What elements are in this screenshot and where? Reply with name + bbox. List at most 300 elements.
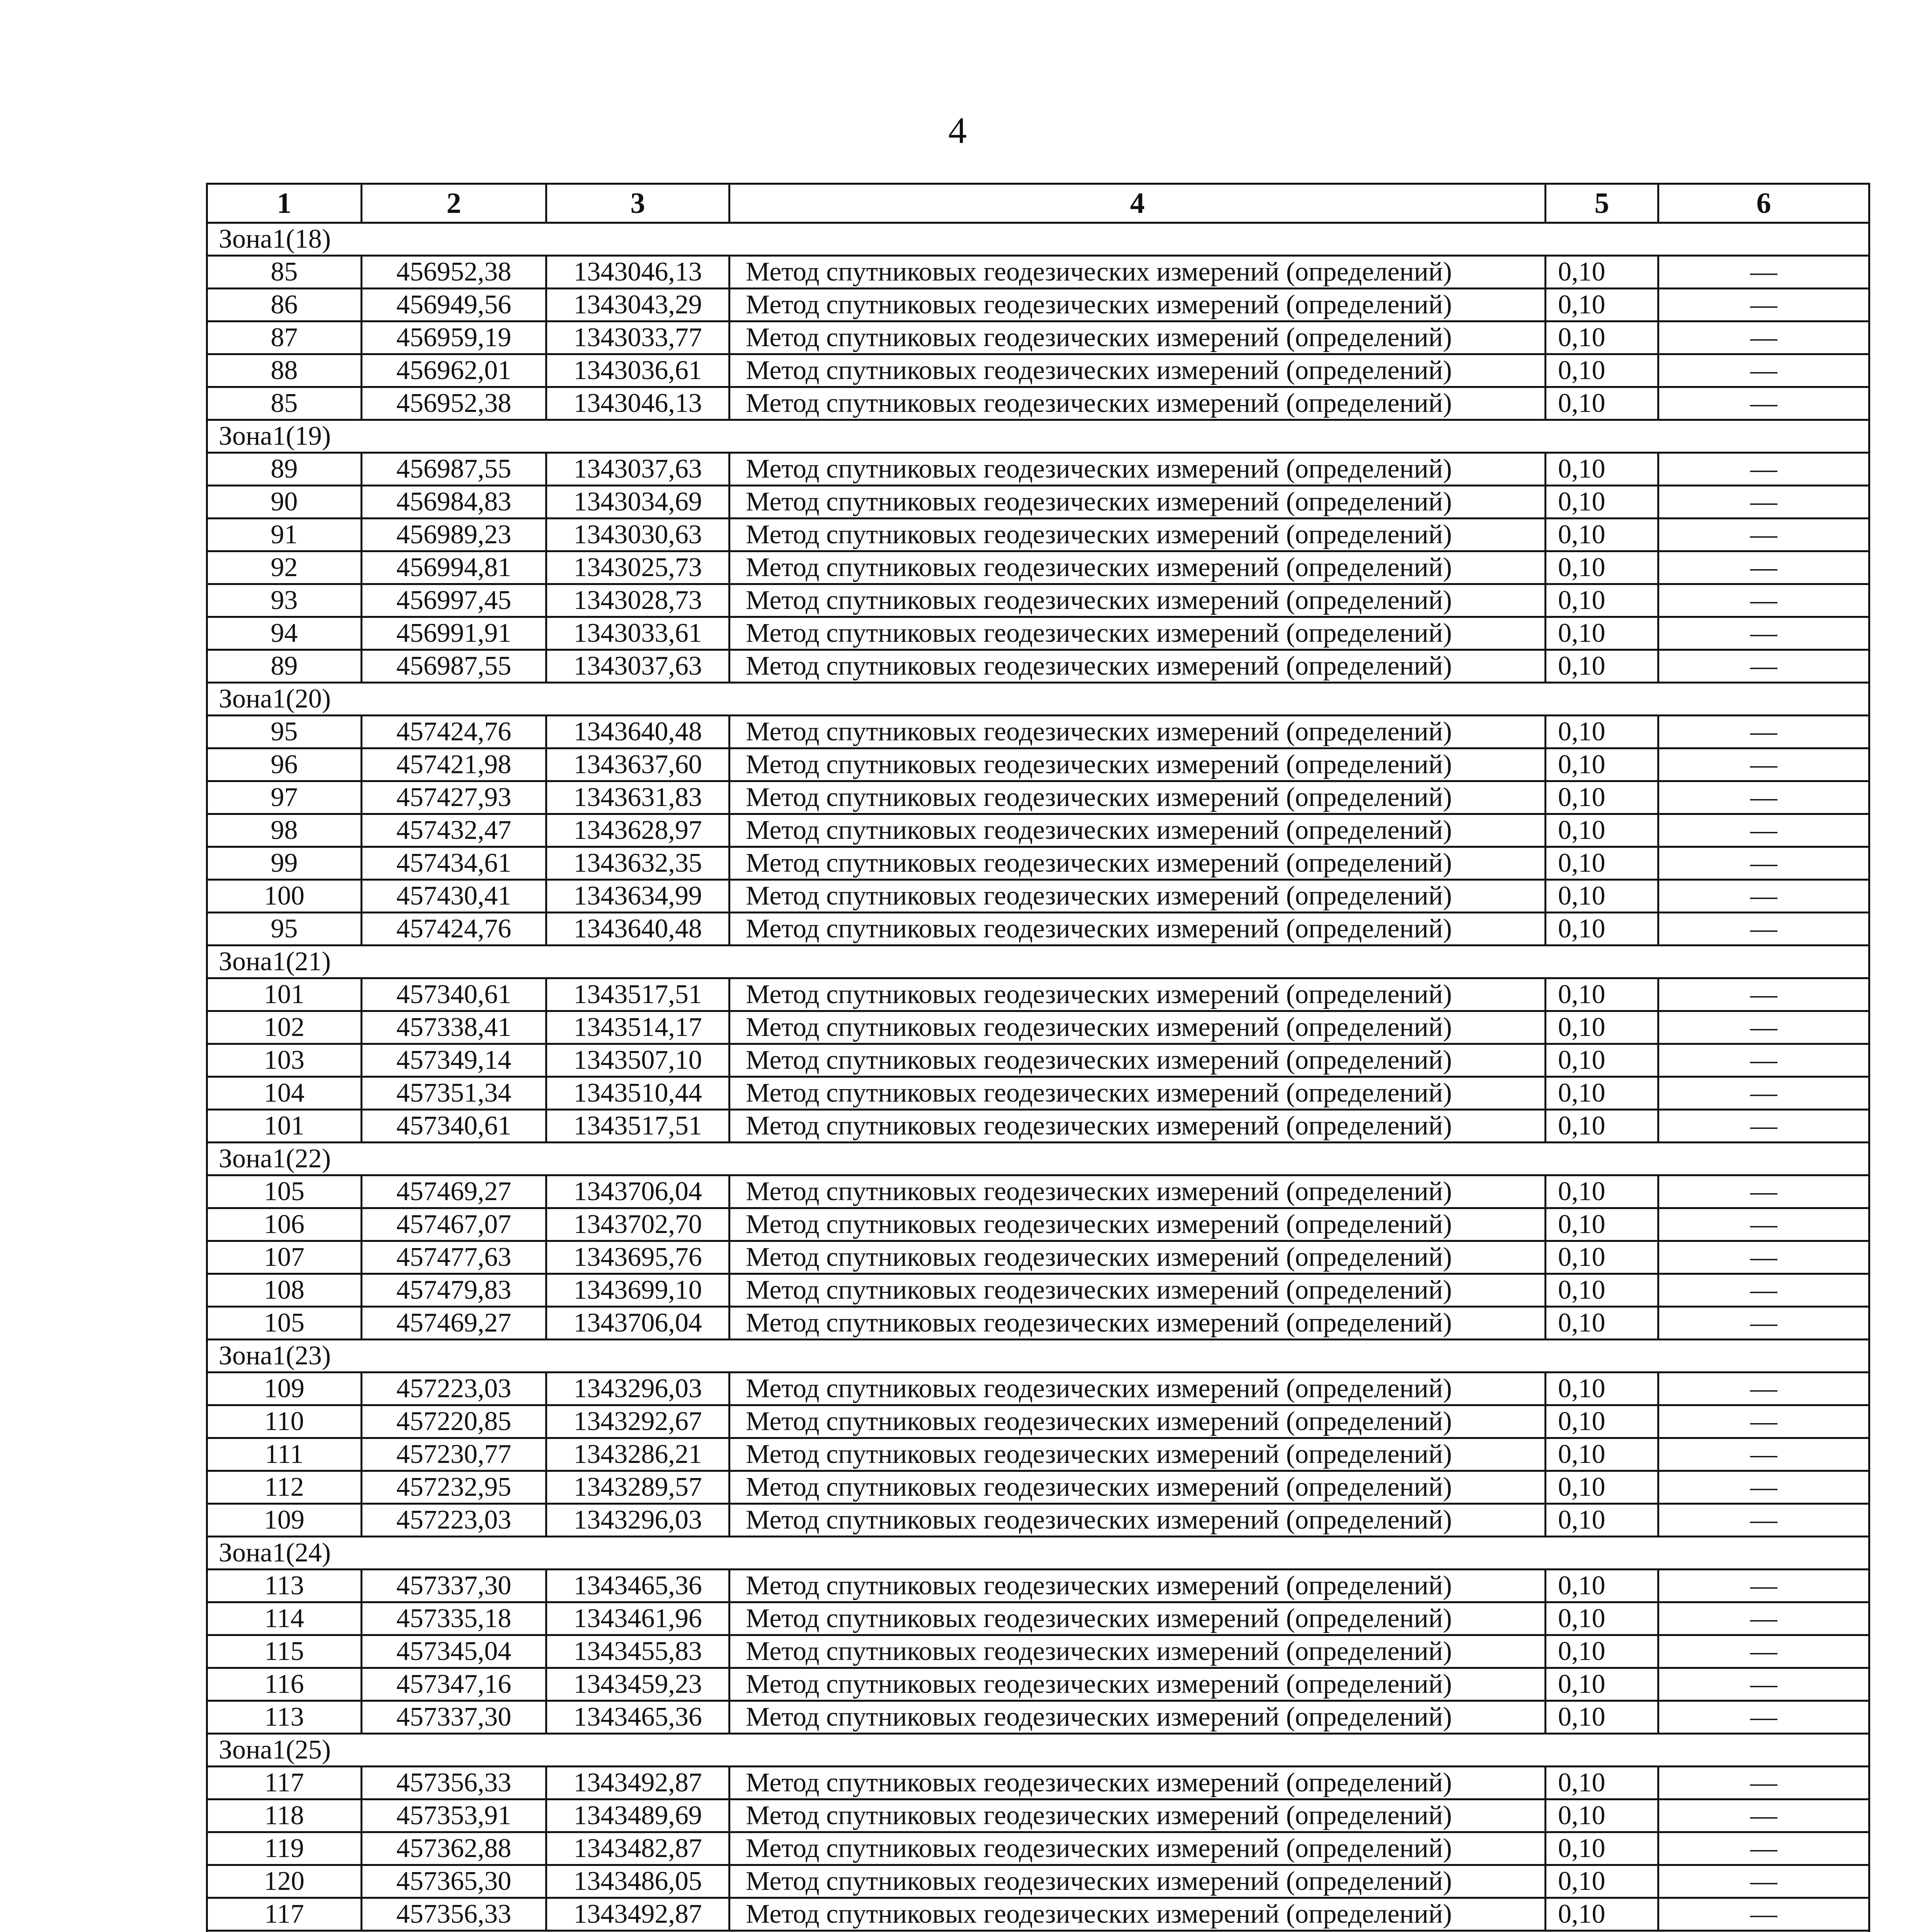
accuracy-cell: 0,10 bbox=[1546, 1898, 1658, 1931]
accuracy-cell: 0,10 bbox=[1546, 1274, 1658, 1307]
x-coordinate: 457337,30 bbox=[362, 1570, 546, 1602]
note-cell: — bbox=[1658, 617, 1869, 650]
x-coordinate: 456952,38 bbox=[362, 256, 546, 289]
method-cell: Метод спутниковых геодезических измерений (определений) bbox=[730, 913, 1546, 946]
note-cell: — bbox=[1658, 1405, 1869, 1438]
x-coordinate: 457232,95 bbox=[362, 1471, 546, 1504]
note-cell: — bbox=[1658, 1274, 1869, 1307]
x-coordinate: 457220,85 bbox=[362, 1405, 546, 1438]
y-coordinate: 1343706,04 bbox=[546, 1175, 730, 1208]
table-row bbox=[207, 289, 1869, 321]
accuracy-cell: 0,10 bbox=[1546, 584, 1658, 617]
zone-row bbox=[207, 946, 1869, 978]
x-coordinate: 456952,38 bbox=[362, 387, 546, 420]
method-cell: Метод спутниковых геодезических измерений (определений) bbox=[730, 1405, 1546, 1438]
y-coordinate: 1343033,61 bbox=[546, 617, 730, 650]
method-cell: Метод спутниковых геодезических измерений (определений) bbox=[730, 1044, 1546, 1077]
note-cell: — bbox=[1658, 913, 1869, 946]
zone-label: Зона1(22) bbox=[207, 1143, 1869, 1175]
table-row bbox=[207, 1799, 1869, 1832]
x-coordinate: 456949,56 bbox=[362, 289, 546, 321]
accuracy-cell: 0,10 bbox=[1546, 1307, 1658, 1340]
table-row bbox=[207, 453, 1869, 486]
zone-label: Зона1(24) bbox=[207, 1537, 1869, 1570]
y-coordinate: 1343028,73 bbox=[546, 584, 730, 617]
accuracy-cell: 0,10 bbox=[1546, 1044, 1658, 1077]
note-cell: — bbox=[1658, 1504, 1869, 1537]
method-cell: Метод спутниковых геодезических измерений (определений) bbox=[730, 354, 1546, 387]
accuracy-cell: 0,10 bbox=[1546, 321, 1658, 354]
y-coordinate: 1343631,83 bbox=[546, 781, 730, 814]
method-cell: Метод спутниковых геодезических измерений (определений) bbox=[730, 387, 1546, 420]
method-cell: Метод спутниковых геодезических измерений (определений) bbox=[730, 1438, 1546, 1471]
table-row bbox=[207, 256, 1869, 289]
accuracy-cell: 0,10 bbox=[1546, 1767, 1658, 1799]
note-cell: — bbox=[1658, 1602, 1869, 1635]
x-coordinate: 456994,81 bbox=[362, 551, 546, 584]
method-cell: Метод спутниковых геодезических измерений (определений) bbox=[730, 1668, 1546, 1701]
table-row bbox=[207, 1767, 1869, 1799]
method-cell: Метод спутниковых геодезических измерений (определений) bbox=[730, 978, 1546, 1011]
method-cell: Метод спутниковых геодезических измерений (определений) bbox=[730, 486, 1546, 519]
point-number: 113 bbox=[207, 1570, 362, 1602]
note-cell: — bbox=[1658, 1865, 1869, 1898]
method-cell: Метод спутниковых геодезических измерений (определений) bbox=[730, 1701, 1546, 1734]
note-cell: — bbox=[1658, 1077, 1869, 1110]
x-coordinate: 457230,77 bbox=[362, 1438, 546, 1471]
note-cell: — bbox=[1658, 551, 1869, 584]
note-cell: — bbox=[1658, 1438, 1869, 1471]
x-coordinate: 456987,55 bbox=[362, 453, 546, 486]
note-cell: — bbox=[1658, 1635, 1869, 1668]
page-number: 4 bbox=[948, 110, 967, 151]
note-cell: — bbox=[1658, 1110, 1869, 1143]
method-cell: Метод спутниковых геодезических измерений (определений) bbox=[730, 1865, 1546, 1898]
table-row bbox=[207, 1701, 1869, 1734]
accuracy-cell: 0,10 bbox=[1546, 847, 1658, 880]
point-number: 110 bbox=[207, 1405, 362, 1438]
method-cell: Метод спутниковых геодезических измерений (определений) bbox=[730, 781, 1546, 814]
note-cell: — bbox=[1658, 880, 1869, 913]
accuracy-cell: 0,10 bbox=[1546, 1011, 1658, 1044]
method-cell: Метод спутниковых геодезических измерений (определений) bbox=[730, 1241, 1546, 1274]
point-number: 91 bbox=[207, 519, 362, 551]
table-header-row bbox=[207, 184, 1869, 223]
zone-row bbox=[207, 1734, 1869, 1767]
point-number: 102 bbox=[207, 1011, 362, 1044]
point-number: 101 bbox=[207, 1110, 362, 1143]
accuracy-cell: 0,10 bbox=[1546, 1241, 1658, 1274]
table-row bbox=[207, 354, 1869, 387]
table-row bbox=[207, 978, 1869, 1011]
point-number: 117 bbox=[207, 1898, 362, 1931]
zone-row bbox=[207, 420, 1869, 453]
table-row bbox=[207, 1175, 1869, 1208]
table-row bbox=[207, 1668, 1869, 1701]
y-coordinate: 1343025,73 bbox=[546, 551, 730, 584]
table-row bbox=[207, 880, 1869, 913]
x-coordinate: 457340,61 bbox=[362, 1110, 546, 1143]
table-row bbox=[207, 1044, 1869, 1077]
method-cell: Метод спутниковых геодезических измерений (определений) bbox=[730, 650, 1546, 683]
y-coordinate: 1343455,83 bbox=[546, 1635, 730, 1668]
point-number: 118 bbox=[207, 1799, 362, 1832]
table-row bbox=[207, 847, 1869, 880]
column-header: 3 bbox=[546, 184, 730, 223]
table-row bbox=[207, 1110, 1869, 1143]
x-coordinate: 457223,03 bbox=[362, 1504, 546, 1537]
accuracy-cell: 0,10 bbox=[1546, 354, 1658, 387]
accuracy-cell: 0,10 bbox=[1546, 1175, 1658, 1208]
table-row bbox=[207, 1372, 1869, 1405]
y-coordinate: 1343046,13 bbox=[546, 387, 730, 420]
note-cell: — bbox=[1658, 1668, 1869, 1701]
table-row bbox=[207, 321, 1869, 354]
point-number: 113 bbox=[207, 1701, 362, 1734]
x-coordinate: 456991,91 bbox=[362, 617, 546, 650]
method-cell: Метод спутниковых геодезических измерений (определений) bbox=[730, 1799, 1546, 1832]
method-cell: Метод спутниковых геодезических измерений (определений) bbox=[730, 814, 1546, 847]
point-number: 95 bbox=[207, 716, 362, 748]
method-cell: Метод спутниковых геодезических измерений (определений) bbox=[730, 1570, 1546, 1602]
note-cell: — bbox=[1658, 1701, 1869, 1734]
method-cell: Метод спутниковых геодезических измерений (определений) bbox=[730, 1274, 1546, 1307]
point-number: 103 bbox=[207, 1044, 362, 1077]
point-number: 100 bbox=[207, 880, 362, 913]
point-number: 90 bbox=[207, 486, 362, 519]
x-coordinate: 457469,27 bbox=[362, 1307, 546, 1340]
note-cell: — bbox=[1658, 1044, 1869, 1077]
point-number: 109 bbox=[207, 1504, 362, 1537]
x-coordinate: 457467,07 bbox=[362, 1208, 546, 1241]
point-number: 99 bbox=[207, 847, 362, 880]
point-number: 108 bbox=[207, 1274, 362, 1307]
note-cell: — bbox=[1658, 1372, 1869, 1405]
accuracy-cell: 0,10 bbox=[1546, 617, 1658, 650]
method-cell: Метод спутниковых геодезических измерений (определений) bbox=[730, 453, 1546, 486]
table-row bbox=[207, 1865, 1869, 1898]
accuracy-cell: 0,10 bbox=[1546, 650, 1658, 683]
method-cell: Метод спутниковых геодезических измерений (определений) bbox=[730, 880, 1546, 913]
y-coordinate: 1343492,87 bbox=[546, 1767, 730, 1799]
note-cell: — bbox=[1658, 847, 1869, 880]
point-number: 87 bbox=[207, 321, 362, 354]
zone-label: Зона1(21) bbox=[207, 946, 1869, 978]
table-row bbox=[207, 781, 1869, 814]
table-row bbox=[207, 650, 1869, 683]
y-coordinate: 1343043,29 bbox=[546, 289, 730, 321]
method-cell: Метод спутниковых геодезических измерений (определений) bbox=[730, 1372, 1546, 1405]
method-cell: Метод спутниковых геодезических измерений (определений) bbox=[730, 1471, 1546, 1504]
zone-row bbox=[207, 223, 1869, 256]
point-number: 119 bbox=[207, 1832, 362, 1865]
y-coordinate: 1343037,63 bbox=[546, 650, 730, 683]
x-coordinate: 457356,33 bbox=[362, 1767, 546, 1799]
x-coordinate: 457421,98 bbox=[362, 748, 546, 781]
table-row bbox=[207, 748, 1869, 781]
accuracy-cell: 0,10 bbox=[1546, 551, 1658, 584]
table-row bbox=[207, 1635, 1869, 1668]
accuracy-cell: 0,10 bbox=[1546, 978, 1658, 1011]
table-row bbox=[207, 1307, 1869, 1340]
point-number: 97 bbox=[207, 781, 362, 814]
point-number: 89 bbox=[207, 650, 362, 683]
method-cell: Метод спутниковых геодезических измерений (определений) bbox=[730, 617, 1546, 650]
zone-label: Зона1(25) bbox=[207, 1734, 1869, 1767]
point-number: 89 bbox=[207, 453, 362, 486]
table-row bbox=[207, 716, 1869, 748]
zone-row bbox=[207, 1537, 1869, 1570]
point-number: 94 bbox=[207, 617, 362, 650]
accuracy-cell: 0,10 bbox=[1546, 748, 1658, 781]
y-coordinate: 1343033,77 bbox=[546, 321, 730, 354]
point-number: 109 bbox=[207, 1372, 362, 1405]
x-coordinate: 457347,16 bbox=[362, 1668, 546, 1701]
y-coordinate: 1343465,36 bbox=[546, 1701, 730, 1734]
note-cell: — bbox=[1658, 519, 1869, 551]
accuracy-cell: 0,10 bbox=[1546, 1799, 1658, 1832]
zone-label: Зона1(20) bbox=[207, 683, 1869, 716]
method-cell: Метод спутниковых геодезических измерений (определений) bbox=[730, 1832, 1546, 1865]
note-cell: — bbox=[1658, 1570, 1869, 1602]
y-coordinate: 1343637,60 bbox=[546, 748, 730, 781]
y-coordinate: 1343695,76 bbox=[546, 1241, 730, 1274]
x-coordinate: 457345,04 bbox=[362, 1635, 546, 1668]
zone-label: Зона1(23) bbox=[207, 1340, 1869, 1372]
method-cell: Метод спутниковых геодезических измерений (определений) bbox=[730, 1011, 1546, 1044]
table-row bbox=[207, 1274, 1869, 1307]
accuracy-cell: 0,10 bbox=[1546, 256, 1658, 289]
x-coordinate: 457434,61 bbox=[362, 847, 546, 880]
point-number: 107 bbox=[207, 1241, 362, 1274]
point-number: 117 bbox=[207, 1767, 362, 1799]
note-cell: — bbox=[1658, 1799, 1869, 1832]
x-coordinate: 456984,83 bbox=[362, 486, 546, 519]
method-cell: Метод спутниковых геодезических измерений (определений) bbox=[730, 1635, 1546, 1668]
table-row bbox=[207, 617, 1869, 650]
note-cell: — bbox=[1658, 748, 1869, 781]
table-row bbox=[207, 1077, 1869, 1110]
y-coordinate: 1343640,48 bbox=[546, 716, 730, 748]
note-cell: — bbox=[1658, 1767, 1869, 1799]
y-coordinate: 1343510,44 bbox=[546, 1077, 730, 1110]
point-number: 120 bbox=[207, 1865, 362, 1898]
accuracy-cell: 0,10 bbox=[1546, 453, 1658, 486]
x-coordinate: 457337,30 bbox=[362, 1701, 546, 1734]
table-row bbox=[207, 1405, 1869, 1438]
note-cell: — bbox=[1658, 1011, 1869, 1044]
method-cell: Метод спутниковых геодезических измерений (определений) bbox=[730, 321, 1546, 354]
zone-label: Зона1(19) bbox=[207, 420, 1869, 453]
y-coordinate: 1343459,23 bbox=[546, 1668, 730, 1701]
note-cell: — bbox=[1658, 289, 1869, 321]
method-cell: Метод спутниковых геодезических измерений (определений) bbox=[730, 847, 1546, 880]
table-row bbox=[207, 1471, 1869, 1504]
zone-label: Зона1(18) bbox=[207, 223, 1869, 256]
table-row bbox=[207, 584, 1869, 617]
y-coordinate: 1343292,67 bbox=[546, 1405, 730, 1438]
note-cell: — bbox=[1658, 321, 1869, 354]
y-coordinate: 1343046,13 bbox=[546, 256, 730, 289]
accuracy-cell: 0,10 bbox=[1546, 1208, 1658, 1241]
point-number: 85 bbox=[207, 387, 362, 420]
note-cell: — bbox=[1658, 716, 1869, 748]
point-number: 96 bbox=[207, 748, 362, 781]
table-row bbox=[207, 1011, 1869, 1044]
x-coordinate: 456997,45 bbox=[362, 584, 546, 617]
point-number: 111 bbox=[207, 1438, 362, 1471]
x-coordinate: 456989,23 bbox=[362, 519, 546, 551]
note-cell: — bbox=[1658, 387, 1869, 420]
x-coordinate: 456959,19 bbox=[362, 321, 546, 354]
zone-row bbox=[207, 683, 1869, 716]
x-coordinate: 457335,18 bbox=[362, 1602, 546, 1635]
y-coordinate: 1343632,35 bbox=[546, 847, 730, 880]
point-number: 106 bbox=[207, 1208, 362, 1241]
method-cell: Метод спутниковых геодезических измерений (определений) bbox=[730, 1602, 1546, 1635]
note-cell: — bbox=[1658, 814, 1869, 847]
y-coordinate: 1343706,04 bbox=[546, 1307, 730, 1340]
y-coordinate: 1343030,63 bbox=[546, 519, 730, 551]
zone-row bbox=[207, 1340, 1869, 1372]
method-cell: Метод спутниковых геодезических измерений (определений) bbox=[730, 519, 1546, 551]
note-cell: — bbox=[1658, 1208, 1869, 1241]
note-cell: — bbox=[1658, 650, 1869, 683]
table-row bbox=[207, 1898, 1869, 1931]
x-coordinate: 457430,41 bbox=[362, 880, 546, 913]
y-coordinate: 1343634,99 bbox=[546, 880, 730, 913]
point-number: 95 bbox=[207, 913, 362, 946]
method-cell: Метод спутниковых геодезических измерений (определений) bbox=[730, 584, 1546, 617]
note-cell: — bbox=[1658, 1241, 1869, 1274]
y-coordinate: 1343286,21 bbox=[546, 1438, 730, 1471]
x-coordinate: 457349,14 bbox=[362, 1044, 546, 1077]
note-cell: — bbox=[1658, 1832, 1869, 1865]
x-coordinate: 457469,27 bbox=[362, 1175, 546, 1208]
x-coordinate: 457479,83 bbox=[362, 1274, 546, 1307]
accuracy-cell: 0,10 bbox=[1546, 1438, 1658, 1471]
x-coordinate: 457340,61 bbox=[362, 978, 546, 1011]
note-cell: — bbox=[1658, 1471, 1869, 1504]
point-number: 105 bbox=[207, 1175, 362, 1208]
y-coordinate: 1343465,36 bbox=[546, 1570, 730, 1602]
accuracy-cell: 0,10 bbox=[1546, 1668, 1658, 1701]
method-cell: Метод спутниковых геодезических измерений (определений) bbox=[730, 1110, 1546, 1143]
note-cell: — bbox=[1658, 486, 1869, 519]
point-number: 86 bbox=[207, 289, 362, 321]
accuracy-cell: 0,10 bbox=[1546, 486, 1658, 519]
column-header: 6 bbox=[1658, 184, 1869, 223]
accuracy-cell: 0,10 bbox=[1546, 1504, 1658, 1537]
x-coordinate: 457424,76 bbox=[362, 913, 546, 946]
y-coordinate: 1343699,10 bbox=[546, 1274, 730, 1307]
point-number: 112 bbox=[207, 1471, 362, 1504]
y-coordinate: 1343517,51 bbox=[546, 978, 730, 1011]
note-cell: — bbox=[1658, 584, 1869, 617]
zone-label bbox=[207, 1931, 1869, 1932]
accuracy-cell: 0,10 bbox=[1546, 1701, 1658, 1734]
table-row bbox=[207, 1208, 1869, 1241]
table-row bbox=[207, 1602, 1869, 1635]
point-number: 98 bbox=[207, 814, 362, 847]
table-row bbox=[207, 913, 1869, 946]
note-cell: — bbox=[1658, 1307, 1869, 1340]
note-cell: — bbox=[1658, 256, 1869, 289]
method-cell: Метод спутниковых геодезических измерений (определений) bbox=[730, 289, 1546, 321]
method-cell: Метод спутниковых геодезических измерений (определений) bbox=[730, 1898, 1546, 1931]
column-header: 2 bbox=[362, 184, 546, 223]
note-cell: — bbox=[1658, 1898, 1869, 1931]
point-number: 105 bbox=[207, 1307, 362, 1340]
x-coordinate: 457351,34 bbox=[362, 1077, 546, 1110]
point-number: 116 bbox=[207, 1668, 362, 1701]
y-coordinate: 1343037,63 bbox=[546, 453, 730, 486]
x-coordinate: 457338,41 bbox=[362, 1011, 546, 1044]
method-cell: Метод спутниковых геодезических измерений (определений) bbox=[730, 1767, 1546, 1799]
y-coordinate: 1343034,69 bbox=[546, 486, 730, 519]
y-coordinate: 1343514,17 bbox=[546, 1011, 730, 1044]
y-coordinate: 1343640,48 bbox=[546, 913, 730, 946]
table-row bbox=[207, 551, 1869, 584]
x-coordinate: 456987,55 bbox=[362, 650, 546, 683]
point-number: 92 bbox=[207, 551, 362, 584]
method-cell: Метод спутниковых геодезических измерений (определений) bbox=[730, 1175, 1546, 1208]
method-cell: Метод спутниковых геодезических измерений (определений) bbox=[730, 1077, 1546, 1110]
table-row bbox=[207, 1570, 1869, 1602]
x-coordinate: 457356,33 bbox=[362, 1898, 546, 1931]
y-coordinate: 1343461,96 bbox=[546, 1602, 730, 1635]
accuracy-cell: 0,10 bbox=[1546, 1570, 1658, 1602]
y-coordinate: 1343492,87 bbox=[546, 1898, 730, 1931]
x-coordinate: 457424,76 bbox=[362, 716, 546, 748]
x-coordinate: 457362,88 bbox=[362, 1832, 546, 1865]
column-header: 4 bbox=[730, 184, 1546, 223]
zone-row bbox=[207, 1931, 1869, 1932]
coordinates-table bbox=[206, 183, 1870, 1932]
accuracy-cell: 0,10 bbox=[1546, 1865, 1658, 1898]
y-coordinate: 1343507,10 bbox=[546, 1044, 730, 1077]
table-row bbox=[207, 814, 1869, 847]
y-coordinate: 1343296,03 bbox=[546, 1372, 730, 1405]
table-row bbox=[207, 1241, 1869, 1274]
table-row bbox=[207, 486, 1869, 519]
accuracy-cell: 0,10 bbox=[1546, 1077, 1658, 1110]
method-cell: Метод спутниковых геодезических измерений (определений) bbox=[730, 1307, 1546, 1340]
accuracy-cell: 0,10 bbox=[1546, 1602, 1658, 1635]
note-cell: — bbox=[1658, 453, 1869, 486]
table-row bbox=[207, 1504, 1869, 1537]
column-header: 5 bbox=[1546, 184, 1658, 223]
note-cell: — bbox=[1658, 978, 1869, 1011]
table-row bbox=[207, 387, 1869, 420]
point-number: 104 bbox=[207, 1077, 362, 1110]
method-cell: Метод спутниковых геодезических измерений (определений) bbox=[730, 551, 1546, 584]
point-number: 88 bbox=[207, 354, 362, 387]
y-coordinate: 1343296,03 bbox=[546, 1504, 730, 1537]
accuracy-cell: 0,10 bbox=[1546, 1832, 1658, 1865]
method-cell: Метод спутниковых геодезических измерений (определений) bbox=[730, 256, 1546, 289]
point-number: 115 bbox=[207, 1635, 362, 1668]
y-coordinate: 1343517,51 bbox=[546, 1110, 730, 1143]
method-cell: Метод спутниковых геодезических измерений (определений) bbox=[730, 1208, 1546, 1241]
x-coordinate: 457432,47 bbox=[362, 814, 546, 847]
zone-row bbox=[207, 1143, 1869, 1175]
accuracy-cell: 0,10 bbox=[1546, 1372, 1658, 1405]
point-number: 93 bbox=[207, 584, 362, 617]
y-coordinate: 1343482,87 bbox=[546, 1832, 730, 1865]
accuracy-cell: 0,10 bbox=[1546, 716, 1658, 748]
point-number: 114 bbox=[207, 1602, 362, 1635]
